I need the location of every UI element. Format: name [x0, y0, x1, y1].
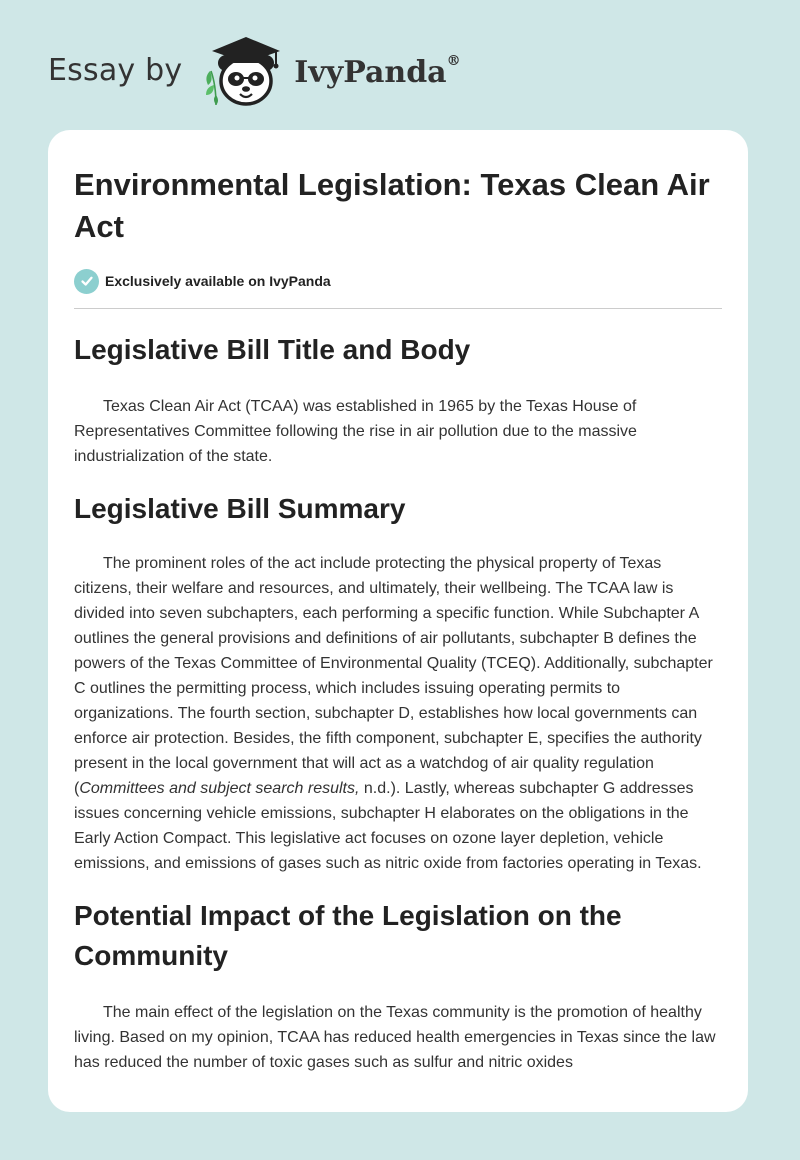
section-heading: Legislative Bill Summary — [74, 493, 406, 524]
brand-name — [294, 52, 461, 90]
exclusive-badge — [74, 268, 722, 294]
article-title: Environmental Legislation: Texas Clean Air Act — [74, 167, 710, 244]
section-heading: Legislative Bill Title and Body — [74, 334, 471, 365]
exclusive-label: Exclusively available on IvyPanda — [105, 273, 331, 289]
essay-by-label: Essay by — [48, 52, 183, 88]
section-paragraph — [74, 551, 722, 876]
section-paragraph: The main effect of the legislation on the Texas community is the promotion of healthy living. Based on my opinion, TCAA has reduced health emergencies in Texas since the law has reduced the number of toxic gases such as sulfur and nitric oxides — [74, 1004, 716, 1071]
divider — [74, 308, 722, 309]
citation: Committees and subject search results, — [79, 780, 360, 797]
paragraph-text: The prominent roles of the act include protecting the physical property of Texas citizens, their welfare and resources, and ultimately, their wellbeing. The TCAA law is divided into seven subchapters, each performing a specific function. While Subchapter A outlines the general provisions and definitions of air pollutants, subchapter B defines the powers of the Texas Committee of Environmental Quality (TCEQ). Additionally, subchapter C outlines the permitting process, which includes issuing operating permits to organizations. The fourth section, subchapter D, establishes how local governments can enforce air protection. Besides, the fifth component, subchapter E, specifies the authority present in the local government that will act as a watchdog of air quality regulation ( — [74, 555, 713, 797]
section-paragraph: Texas Clean Air Act (TCAA) was established in 1965 by the Texas House of Representatives Committee following the rise in air pollution due to the massive industrialization of the state. — [74, 398, 637, 465]
check-icon — [74, 269, 99, 294]
section-heading: Potential Impact of the Legislation on the Community — [74, 900, 622, 971]
brand-text: IvyPanda — [294, 54, 447, 90]
article-card — [48, 130, 748, 1112]
site-header — [48, 30, 461, 110]
registered-mark: ® — [446, 52, 461, 69]
paragraph-text: n.d.). Lastly, whereas subchapter G addresses issues concerning vehicle emissions, subchapter H elaborates on the obligations in the Early Action Compact. This legislative act focuses on ozone layer depletion, vehicle emissions, and emissions of gases such as nitric oxide from factories operating in Texas. — [74, 780, 702, 872]
panda-graduate-icon — [196, 31, 288, 109]
